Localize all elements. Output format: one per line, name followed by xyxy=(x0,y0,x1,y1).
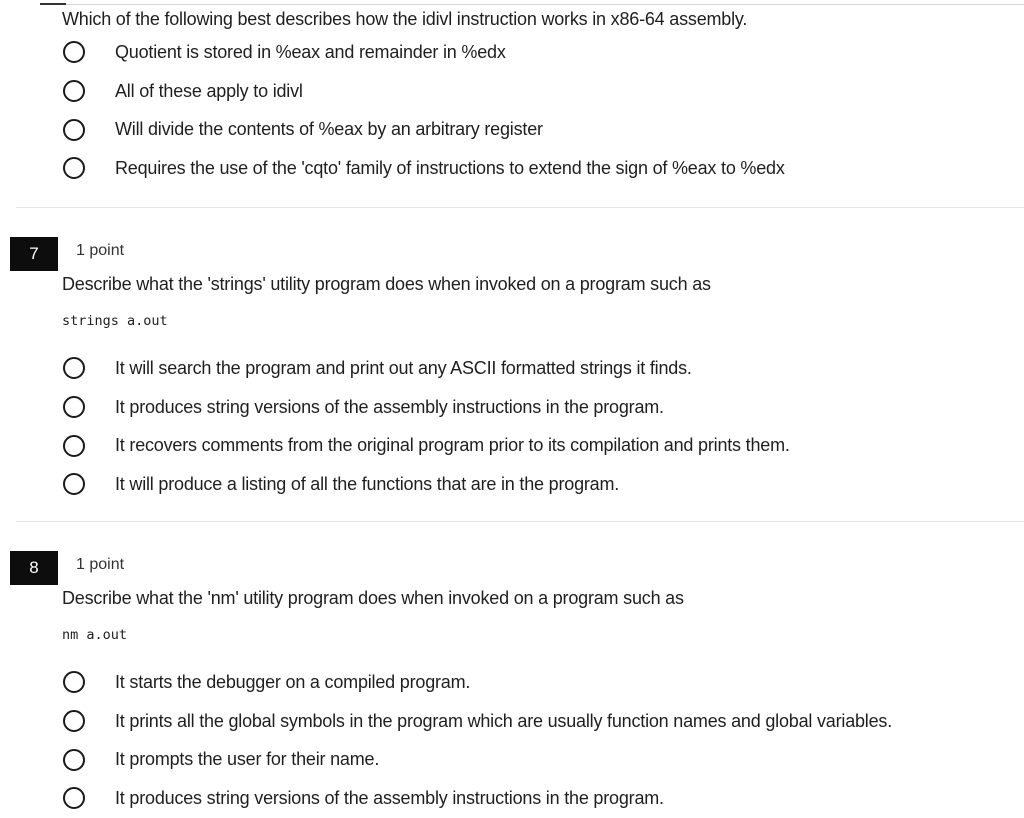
option-label: It prints all the global symbols in the program which are usually function names and global variables. xyxy=(115,710,893,731)
option-radio[interactable] xyxy=(62,72,1024,111)
option-label: All of these apply to idivl xyxy=(115,80,303,101)
options-list xyxy=(62,349,1024,504)
radio-unchecked-icon[interactable] xyxy=(63,435,85,457)
radio-unchecked-icon[interactable] xyxy=(63,473,85,495)
question-number-badge: 7 xyxy=(10,237,58,271)
option-label: Requires the use of the 'cqto' family of instructions to extend the sign of %eax to %edx xyxy=(115,157,785,178)
question-text: Describe what the 'nm' utility program does when invoked on a program such as xyxy=(62,588,684,608)
option-label: It recovers comments from the original program prior to its compilation and prints them. xyxy=(115,435,790,456)
option-radio[interactable] xyxy=(62,149,1024,188)
radio-unchecked-icon[interactable] xyxy=(63,710,85,732)
question-text: Describe what the 'strings' utility program does when invoked on a program such as xyxy=(62,274,711,294)
option-radio[interactable] xyxy=(62,702,1024,741)
radio-unchecked-icon[interactable] xyxy=(63,749,85,771)
option-label: It starts the debugger on a compiled program. xyxy=(115,671,471,692)
option-label: Quotient is stored in %eax and remainder in %edx xyxy=(115,41,506,62)
option-radio[interactable] xyxy=(62,663,1024,702)
radio-unchecked-icon[interactable] xyxy=(63,157,85,179)
radio-unchecked-icon[interactable] xyxy=(63,396,85,418)
option-radio[interactable] xyxy=(62,388,1024,427)
options-list xyxy=(62,663,1024,818)
option-label: It will produce a listing of all the functions that are in the program. xyxy=(115,473,620,494)
option-radio[interactable] xyxy=(62,426,1024,465)
question-code: strings a.out xyxy=(62,313,168,329)
option-label: It produces string versions of the assembly instructions in the program. xyxy=(115,396,664,417)
question-points: 1 point xyxy=(76,242,125,259)
option-label: It will search the program and print out any ASCII formatted strings it finds. xyxy=(115,357,692,378)
question-8 xyxy=(16,521,1024,814)
radio-unchecked-icon[interactable] xyxy=(63,671,85,693)
question-code: nm a.out xyxy=(62,627,128,643)
option-radio[interactable] xyxy=(62,33,1024,72)
options-list xyxy=(62,33,1024,188)
option-radio[interactable] xyxy=(62,465,1024,504)
option-label: It prompts the user for their name. xyxy=(115,749,380,770)
radio-unchecked-icon[interactable] xyxy=(63,357,85,379)
radio-unchecked-icon[interactable] xyxy=(63,80,85,102)
option-label: Will divide the contents of %eax by an arbitrary register xyxy=(115,119,543,140)
radio-unchecked-icon[interactable] xyxy=(63,787,85,809)
option-radio[interactable] xyxy=(62,779,1024,818)
question-number-badge: 8 xyxy=(10,551,58,585)
question-6 xyxy=(16,0,1024,207)
option-radio[interactable] xyxy=(62,349,1024,388)
option-radio[interactable] xyxy=(62,110,1024,149)
option-radio[interactable] xyxy=(62,740,1024,779)
option-label: It produces string versions of the assembly instructions in the program. xyxy=(115,787,664,808)
radio-unchecked-icon[interactable] xyxy=(63,119,85,141)
question-7 xyxy=(16,207,1024,522)
radio-unchecked-icon[interactable] xyxy=(63,41,85,63)
question-text: Which of the following best describes how the idivl instruction works in x86-64 assembly. xyxy=(62,9,748,29)
question-points: 1 point xyxy=(76,556,125,573)
